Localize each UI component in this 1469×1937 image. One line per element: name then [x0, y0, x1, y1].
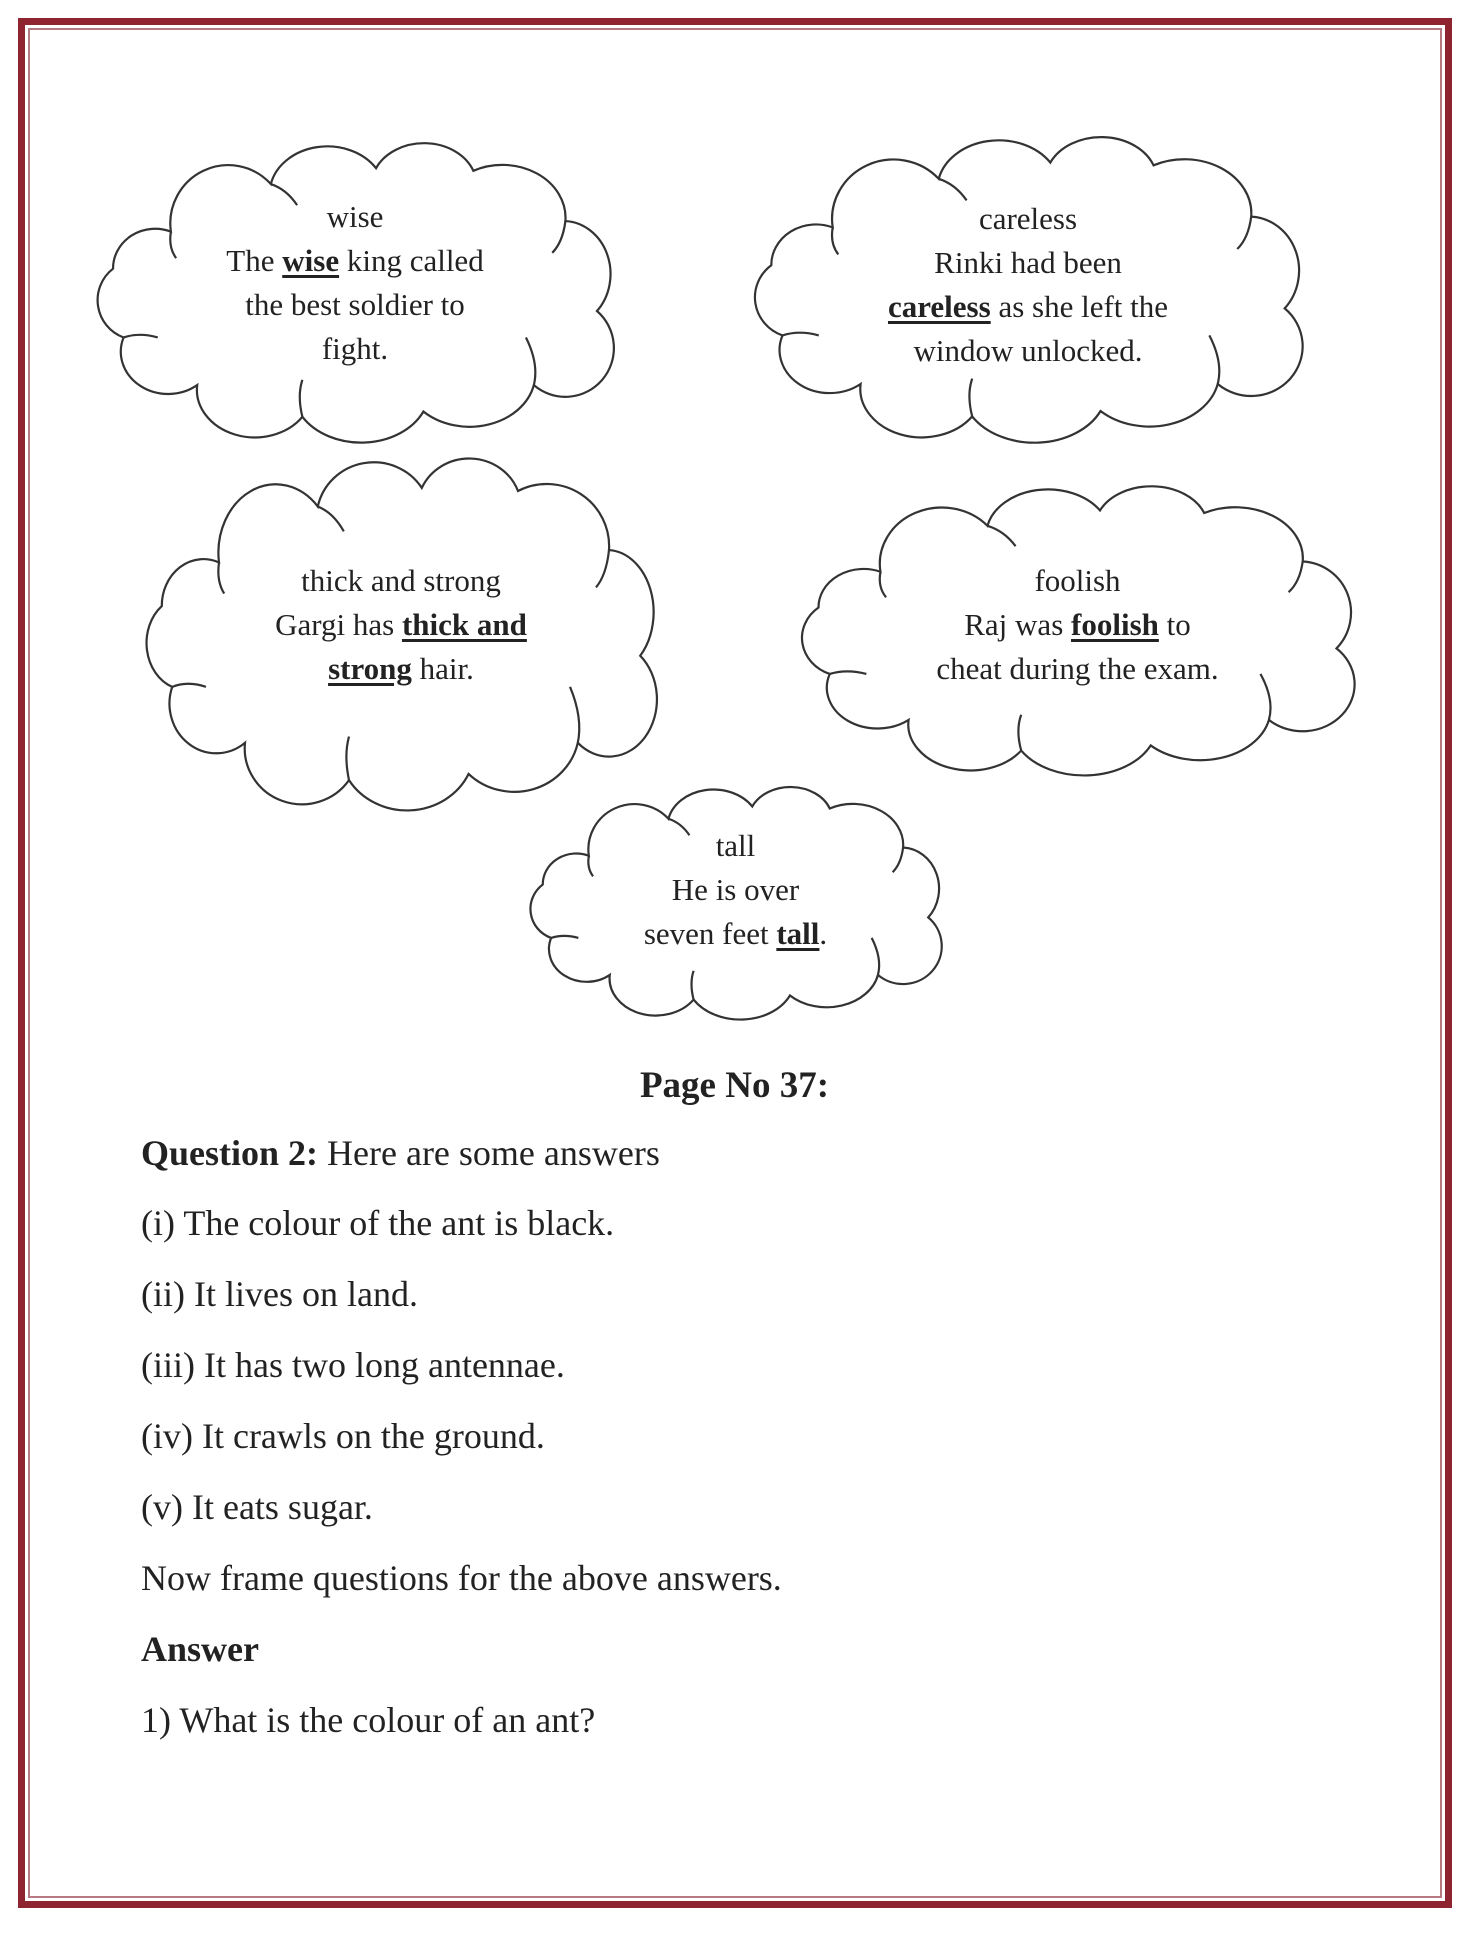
cloud-thick-and-strong: [141, 463, 661, 805]
cloud-sentence-line: Rinki had been: [934, 245, 1122, 280]
page-title: Page No 37:: [639, 1065, 830, 1106]
answer-heading: Answer: [141, 1629, 259, 1669]
cloud-word: foolish: [1034, 563, 1121, 598]
cloud-sentence-line: fight.: [321, 331, 389, 366]
cloud-word: careless: [978, 201, 1078, 236]
answer-item: (i) The colour of the ant is black.: [141, 1203, 615, 1243]
cloud-word: wise: [326, 199, 384, 234]
cloud-wise: [92, 147, 618, 438]
cloud-word: thick and strong: [301, 563, 501, 598]
cloud-sentence-line: Gargi has thick and: [275, 607, 527, 642]
answer-item: (iv) It crawls on the ground.: [141, 1416, 545, 1456]
cloud-word: tall: [715, 828, 756, 863]
cloud-tall: [526, 790, 945, 1016]
cloud-sentence-line: strong hair.: [328, 651, 474, 686]
cloud-sentence-line: careless as she left the: [887, 289, 1169, 324]
cloud-sentence-line: cheat during the exam.: [936, 651, 1219, 686]
answer-line: 1) What is the colour of an ant?: [141, 1700, 596, 1740]
answer-item: (ii) It lives on land.: [141, 1274, 418, 1314]
answer-item: (iii) It has two long antennae.: [141, 1345, 565, 1385]
cloud-sentence-line: the best soldier to: [245, 287, 465, 322]
answer-item: (v) It eats sugar.: [141, 1487, 373, 1527]
cloud-careless: [749, 141, 1307, 438]
cloud-sentence-line: seven feet tall.: [643, 916, 828, 951]
instruction: Now frame questions for the above answers.: [141, 1558, 782, 1598]
question-heading: Question 2: Here are some answers: [141, 1133, 660, 1173]
cloud-sentence-line: Raj was foolish to: [964, 607, 1191, 642]
cloud-sentence-line: The wise king called: [226, 243, 484, 278]
cloud-sentence-line: He is over: [671, 872, 800, 907]
cloud-sentence-line: window unlocked.: [913, 333, 1143, 368]
cloud-foolish: [796, 490, 1359, 771]
